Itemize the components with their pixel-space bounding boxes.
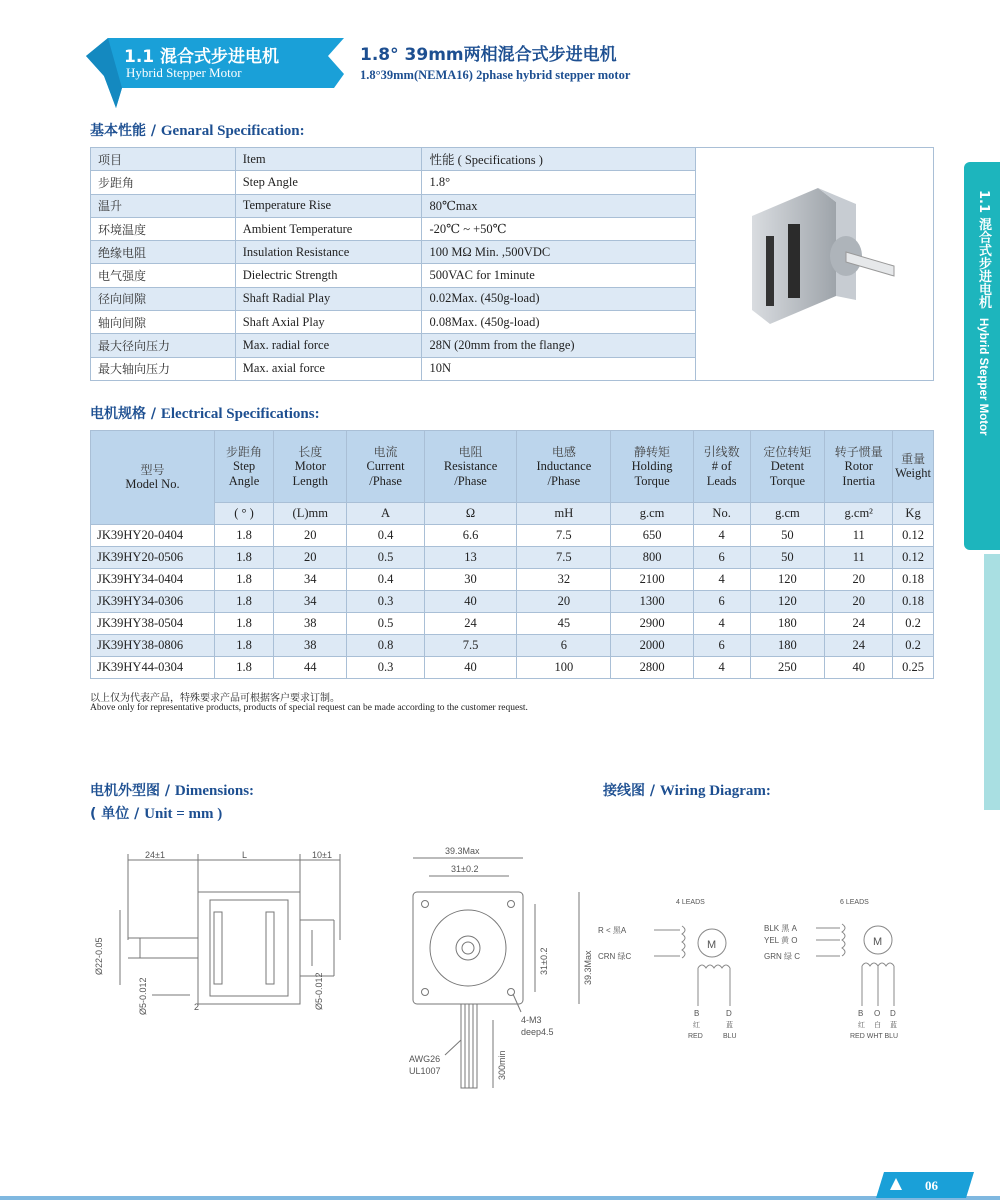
elec-unit: Kg [893, 503, 934, 525]
elec-value-cell: 4 [693, 569, 750, 591]
elec-value-cell: 2000 [611, 635, 693, 657]
elec-value-cell: 20 [825, 591, 893, 613]
elec-value-cell: 24 [825, 635, 893, 657]
elec-value-cell: 30 [424, 569, 517, 591]
dim-depth: deep4.5 [521, 1027, 554, 1037]
elec-value-cell: 40 [424, 657, 517, 679]
elec-unit: (L)mm [274, 503, 347, 525]
wiring-6-motor: M [873, 936, 883, 948]
elec-value-cell: 6 [693, 547, 750, 569]
side-tab-text [973, 190, 993, 435]
badge-title-en: Hybrid Stepper Motor [126, 65, 242, 80]
elec-value-cell: 6 [693, 635, 750, 657]
elec-unit: mH [517, 503, 611, 525]
elec-header-en: Holding Torque [631, 458, 673, 488]
elec-value-cell: 0.5 [347, 547, 424, 569]
elec-header-cn: 长度 [298, 444, 323, 459]
elec-header [274, 431, 347, 503]
elec-value-cell: 34 [274, 591, 347, 613]
elec-unit: A [347, 503, 424, 525]
dim-step: 2 [194, 1002, 200, 1012]
wiring-6-a: BLK 黑 A [764, 924, 797, 933]
elec-value-cell: 11 [825, 547, 893, 569]
wiring-6-bottom-en: RED WHT BLU [850, 1033, 899, 1040]
elec-header [517, 431, 611, 503]
note-cn: 以上仅为代表产品，特殊要求产品可根据客户要求订制。 [90, 693, 340, 704]
dim-width-max: 39.3Max [445, 846, 480, 856]
general-spec-item-cn: 步距角 [91, 171, 236, 194]
general-spec-table [90, 147, 934, 381]
footer-line [0, 1196, 1000, 1200]
elec-value-cell: 0.4 [347, 569, 424, 591]
wiring-4-blu-en: BLU [723, 1033, 737, 1040]
dim-shaft-len: 24±1 [145, 850, 165, 860]
elec-value-cell: 100 [517, 657, 611, 679]
elec-header-en: Model No. [125, 477, 180, 492]
elec-value-cell: 4 [693, 613, 750, 635]
side-tab-en: Hybrid Stepper Motor [977, 317, 989, 436]
elec-value-cell: 1.8 [215, 569, 274, 591]
elec-header [347, 431, 424, 503]
elec-unit: g.cm [750, 503, 825, 525]
wiring-heading [603, 780, 771, 800]
elec-header-en: Resistance /Phase [443, 458, 498, 488]
elec-header-cn: 转子惯量 [834, 444, 883, 459]
elec-model-cell: JK39HY20-0404 [91, 525, 215, 547]
wiring-6-wht: 白 [874, 1022, 881, 1029]
elec-value-cell: 20 [825, 569, 893, 591]
elec-value-cell: 34 [274, 569, 347, 591]
elec-value-cell: 120 [750, 591, 825, 613]
dim-lead-len: 300min [497, 1050, 507, 1080]
dim-flat-b: Ø5-0.012 [314, 972, 324, 1010]
dim-hole-pitch: 31±0.2 [451, 864, 479, 874]
elec-value-cell: 40 [424, 591, 517, 613]
dim-shaft-dia: Ø22-0.05 [94, 937, 104, 975]
elec-row [91, 547, 934, 569]
elec-value-cell: 24 [424, 613, 517, 635]
general-spec-item-en: Ambient Temperature [235, 217, 422, 240]
elec-value-cell: 44 [274, 657, 347, 679]
wiring-6-d: D [890, 1009, 896, 1018]
wiring-4-motor: M [707, 939, 717, 951]
elec-value-cell: 50 [750, 547, 825, 569]
elec-value-cell: 0.5 [347, 613, 424, 635]
general-spec-item-cn: 轴向间隙 [91, 311, 236, 334]
elec-value-cell: 120 [750, 569, 825, 591]
elec-value-cell: 6 [517, 635, 611, 657]
elec-value-cell: 0.18 [893, 569, 934, 591]
elec-value-cell: 0.12 [893, 547, 934, 569]
wiring-4-red-en: RED [688, 1033, 703, 1040]
elec-value-cell: 20 [274, 547, 347, 569]
elec-header-en: Step Angle [228, 458, 260, 488]
general-spec-item-cn: 环境温度 [91, 217, 236, 240]
elec-value-cell: 1.8 [215, 547, 274, 569]
general-spec-heading-cn: 基本性能 / [90, 123, 161, 139]
elec-value-cell: 4 [693, 657, 750, 679]
elec-value-cell: 20 [517, 591, 611, 613]
general-spec-item-en: Shaft Axial Play [235, 311, 422, 334]
general-spec-item-cn: 绝缘电阻 [91, 241, 236, 264]
wiring-4-title: 4 LEADS [676, 899, 705, 906]
elec-header-en: Motor Length [292, 458, 328, 488]
elec-header-cn: 引线数 [703, 444, 740, 459]
dim-height-max: 39.3Max [583, 950, 593, 985]
dim-wire: AWG26 [409, 1054, 441, 1064]
general-spec-value: 0.02Max. (450g-load) [422, 287, 696, 310]
elec-header [215, 431, 274, 503]
general-spec-item-en: Step Angle [235, 171, 422, 194]
elec-value-cell: 0.2 [893, 635, 934, 657]
page-title-en: 1.8°39mm(NEMA16) 2phase hybrid stepper motor [360, 68, 631, 82]
elec-header-cn: 电感 [551, 444, 576, 459]
elec-header-cn: 定位转矩 [763, 444, 812, 459]
elec-row [91, 525, 934, 547]
elec-row [91, 591, 934, 613]
elec-row [91, 569, 934, 591]
dim-wire-std: UL1007 [409, 1066, 441, 1076]
wiring-6-c: GRN 绿 C [764, 952, 800, 961]
elec-value-cell: 50 [750, 525, 825, 547]
elec-value-cell: 2900 [611, 613, 693, 635]
wiring-6-title: 6 LEADS [840, 899, 869, 906]
elec-header-cn: 电阻 [458, 444, 483, 459]
dimensions-unit-en: Unit = mm ) [144, 806, 223, 822]
elec-value-cell: 800 [611, 547, 693, 569]
elec-value-cell: 38 [274, 613, 347, 635]
elec-value-cell: 6 [693, 591, 750, 613]
side-tab-lower [984, 554, 1000, 810]
wiring-6-red: 红 [858, 1022, 865, 1029]
elec-header-cn: 重量 [901, 452, 926, 467]
elec-unit: g.cm² [825, 503, 893, 525]
elec-header-en: Inductance /Phase [536, 458, 592, 488]
wiring-4-c: CRN 绿C [598, 952, 632, 961]
elec-header-cn: 静转矩 [634, 444, 671, 459]
elec-value-cell: 250 [750, 657, 825, 679]
general-spec-item-en: Dielectric Strength [235, 264, 422, 287]
dimensions-heading-en: Dimensions: [174, 783, 255, 799]
elec-value-cell: 0.25 [893, 657, 934, 679]
general-spec-heading [90, 120, 305, 140]
elec-value-cell: 0.3 [347, 591, 424, 613]
elec-value-cell: 0.8 [347, 635, 424, 657]
general-spec-value: 80℃max [422, 194, 696, 217]
front-view-drawing [395, 840, 595, 1110]
wiring-6-blu: 蓝 [890, 1022, 897, 1029]
elec-header-cn: 型号 [140, 463, 165, 478]
elec-model-cell: JK39HY20-0506 [91, 547, 215, 569]
general-spec-item-cn: 项目 [91, 148, 236, 171]
elec-unit: No. [693, 503, 750, 525]
elec-unit: g.cm [611, 503, 693, 525]
general-spec-item-cn: 最大轴向压力 [91, 357, 236, 380]
elec-header-cn: 电流 [373, 444, 398, 459]
general-spec-value: 10N [422, 357, 696, 380]
elec-header-en: Current /Phase [366, 458, 405, 488]
wiring-4-blu: 蓝 [726, 1022, 733, 1029]
electrical-spec-table [90, 430, 934, 679]
page-number: 06 [925, 1178, 938, 1193]
wiring-heading-en: Wiring Diagram: [659, 783, 771, 799]
dim-flat-a: Ø5-0.012 [138, 977, 148, 1015]
elec-header-en: Weight [895, 466, 931, 481]
elec-model-cell: JK39HY38-0806 [91, 635, 215, 657]
motor-photo-illustration [696, 148, 932, 376]
elec-value-cell: 1.8 [215, 613, 274, 635]
elec-value-cell: 180 [750, 613, 825, 635]
elec-value-cell: 7.5 [424, 635, 517, 657]
elec-value-cell: 7.5 [517, 525, 611, 547]
wiring-6-b: B [858, 1009, 864, 1018]
general-spec-item-cn: 温升 [91, 194, 236, 217]
general-spec-value: 500VAC for 1minute [422, 264, 696, 287]
general-spec-item-en: Max. radial force [235, 334, 422, 357]
general-spec-item-en: Item [235, 148, 422, 171]
elec-value-cell: 1300 [611, 591, 693, 613]
wiring-4-b: B [694, 1009, 700, 1018]
elec-unit: Ω [424, 503, 517, 525]
elec-value-cell: 38 [274, 635, 347, 657]
electrical-spec-heading-en: Electrical Specifications: [160, 406, 320, 422]
general-spec-item-en: Temperature Rise [235, 194, 422, 217]
elec-value-cell: 1.8 [215, 657, 274, 679]
wiring-4-a: R < 黑A [598, 926, 627, 935]
elec-value-cell: 0.12 [893, 525, 934, 547]
elec-header-en: Detent Torque [769, 458, 806, 488]
section-badge [82, 36, 344, 110]
elec-value-cell: 0.3 [347, 657, 424, 679]
elec-header-en: # of Leads [706, 458, 737, 488]
elec-header [91, 431, 215, 525]
general-spec-item-en: Insulation Resistance [235, 241, 422, 264]
general-spec-value: -20℃ ~ +50℃ [422, 217, 696, 240]
wiring-6-o: YEL 黄 O [764, 936, 798, 945]
elec-value-cell: 13 [424, 547, 517, 569]
elec-value-cell: 4 [693, 525, 750, 547]
wiring-4-d: D [726, 1009, 732, 1018]
general-spec-item-cn: 最大径向压力 [91, 334, 236, 357]
elec-value-cell: 180 [750, 635, 825, 657]
dimensions-heading-cn: 电机外型图 / [90, 783, 175, 799]
elec-header [825, 431, 893, 503]
general-spec-item-cn: 径向间隙 [91, 287, 236, 310]
elec-unit: ( ° ) [215, 503, 274, 525]
dimensions-heading [90, 780, 254, 800]
motor-photo [695, 148, 933, 381]
elec-header-cn: 步距角 [226, 444, 263, 459]
elec-value-cell: 1.8 [215, 525, 274, 547]
elec-value-cell: 32 [517, 569, 611, 591]
general-spec-value: 28N (20mm from the flange) [422, 334, 696, 357]
elec-model-cell: JK39HY34-0404 [91, 569, 215, 591]
elec-row [91, 657, 934, 679]
elec-value-cell: 2800 [611, 657, 693, 679]
general-spec-item-en: Shaft Radial Play [235, 287, 422, 310]
dim-holes: 4-M3 [521, 1015, 542, 1025]
elec-value-cell: 40 [825, 657, 893, 679]
elec-value-cell: 11 [825, 525, 893, 547]
side-view-drawing [90, 840, 360, 1040]
note-en: Above only for representative products, products of special request can be made according to the customer request. [90, 703, 528, 713]
dim-body-len: L [242, 850, 248, 860]
electrical-spec-heading-cn: 电机规格 / [90, 406, 161, 422]
wiring-heading-cn: 接线图 / [603, 783, 660, 799]
general-spec-value: 100 MΩ Min. ,500VDC [422, 241, 696, 264]
elec-value-cell: 0.2 [893, 613, 934, 635]
general-spec-row [91, 148, 934, 171]
wiring-4-red: 红 [693, 1022, 700, 1029]
wiring-6-o2: O [874, 1009, 881, 1018]
dimensions-unit-cn: ( 单位 / [90, 806, 145, 822]
page-title-cn: 1.8° 39mm两相混合式步进电机 [360, 45, 617, 65]
elec-row [91, 635, 934, 657]
elec-value-cell: 0.18 [893, 591, 934, 613]
elec-header [424, 431, 517, 503]
badge-title-cn: 1.1 混合式步进电机 [124, 47, 280, 67]
elec-model-cell: JK39HY34-0306 [91, 591, 215, 613]
elec-header [693, 431, 750, 503]
dim-rear-len: 10±1 [312, 850, 332, 860]
general-spec-item-en: Max. axial force [235, 357, 422, 380]
elec-value-cell: 2100 [611, 569, 693, 591]
elec-row [91, 613, 934, 635]
elec-value-cell: 20 [274, 525, 347, 547]
elec-header [611, 431, 693, 503]
elec-value-cell: 7.5 [517, 547, 611, 569]
general-spec-heading-en: Genaral Specification: [160, 123, 305, 139]
elec-value-cell: 1.8 [215, 591, 274, 613]
elec-value-cell: 0.4 [347, 525, 424, 547]
general-spec-value: 0.08Max. (450g-load) [422, 311, 696, 334]
elec-header [893, 431, 934, 503]
elec-value-cell: 650 [611, 525, 693, 547]
wiring-diagram [590, 890, 950, 1050]
elec-value-cell: 1.8 [215, 635, 274, 657]
dim-hole-pitch-v: 31±0.2 [539, 947, 549, 975]
general-spec-value: 性能 ( Specifications ) [422, 148, 696, 171]
elec-value-cell: 24 [825, 613, 893, 635]
electrical-spec-heading [90, 403, 320, 423]
dimensions-unit [90, 803, 222, 823]
general-spec-value: 1.8° [422, 171, 696, 194]
elec-model-cell: JK39HY44-0304 [91, 657, 215, 679]
elec-value-cell: 6.6 [424, 525, 517, 547]
elec-model-cell: JK39HY38-0504 [91, 613, 215, 635]
general-spec-item-cn: 电气强度 [91, 264, 236, 287]
side-tab-cn: 1.1 混合式步进电机 [976, 190, 991, 309]
elec-value-cell: 45 [517, 613, 611, 635]
elec-header-en: Rotor Inertia [842, 458, 876, 488]
elec-header [750, 431, 825, 503]
